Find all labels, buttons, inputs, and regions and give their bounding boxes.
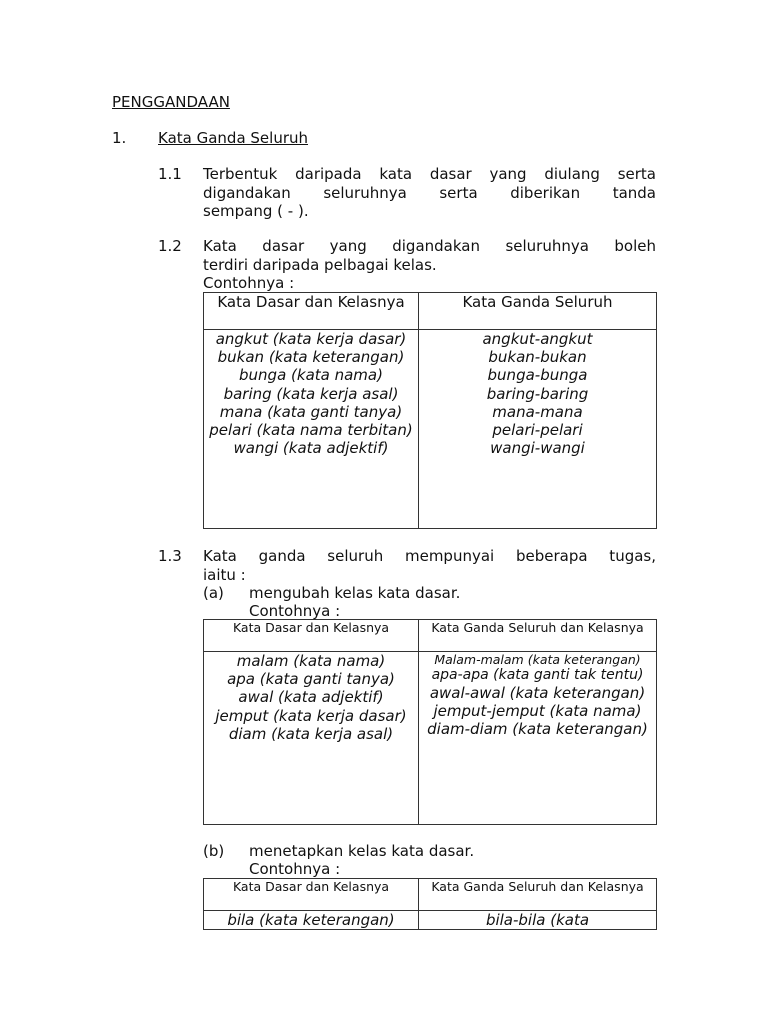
example-label: Contohnya : — [249, 860, 341, 878]
paragraph-line: iaitu : — [203, 565, 246, 584]
list-item: awal (kata adjektif) — [238, 688, 384, 707]
table-header-cell: Kata Ganda Seluruh dan Kelasnya — [419, 620, 657, 652]
section-number: 1. — [112, 129, 127, 147]
item-label-b: (b) — [203, 842, 225, 860]
table-header-row — [204, 879, 657, 911]
table-cell — [204, 652, 419, 825]
table-header-row — [204, 620, 657, 652]
list-item: pelari (kata nama terbitan) — [209, 421, 413, 440]
list-item: apa (kata ganti tanya) — [227, 670, 395, 689]
item-text-b: menetapkan kelas kata dasar. — [249, 842, 475, 860]
table-cell — [419, 911, 657, 930]
table-row — [204, 652, 657, 825]
paragraph-number-1-3: 1.3 — [158, 547, 182, 565]
list-item: diam-diam (kata keterangan) — [427, 719, 648, 738]
table-3 — [203, 878, 657, 930]
document-title: PENGGANDAAN — [112, 93, 230, 111]
paragraph-line: terdiri daripada pelbagai kelas. — [203, 255, 437, 274]
table-cell — [204, 911, 419, 930]
paragraph-1-2 — [203, 237, 656, 293]
paragraph-line: Terbentuk daripada kata dasar yang diulang serta — [203, 165, 656, 183]
item-label-a: (a) — [203, 584, 224, 602]
list-item: apa-apa (kata ganti tak tentu) — [431, 667, 644, 683]
paragraph-line: Kata dasar yang digandakan seluruhnya boleh — [203, 237, 656, 255]
list-item: baring-baring — [486, 384, 589, 403]
table-1 — [203, 292, 657, 529]
list-item: jemput-jemput (kata nama) — [433, 701, 642, 720]
table-2 — [203, 619, 657, 825]
list-item: pelari-pelari — [492, 421, 583, 440]
list-item: jemput (kata kerja dasar) — [215, 706, 407, 725]
paragraph-1-3 — [203, 547, 656, 584]
section-heading: Kata Ganda Seluruh — [158, 129, 309, 147]
table-row — [204, 911, 657, 930]
table-header-cell: Kata Ganda Seluruh — [419, 293, 657, 330]
table-header-cell: Kata Dasar dan Kelasnya — [204, 620, 419, 652]
list-item: mana (kata ganti tanya) — [219, 402, 403, 421]
table-cell — [419, 652, 657, 825]
list-item: bunga (kata nama) — [239, 366, 383, 385]
list-item: Malam-malam (kata keterangan) — [434, 652, 641, 667]
list-item: wangi (kata adjektif) — [233, 439, 389, 458]
paragraph-1-1 — [203, 165, 656, 221]
table-cell — [419, 330, 657, 529]
example-label: Contohnya : — [249, 602, 341, 620]
table-row — [204, 330, 657, 529]
paragraph-number-1-2: 1.2 — [158, 237, 182, 255]
paragraph-line: sempang ( - ). — [203, 202, 309, 220]
paragraph-line: Kata ganda seluruh mempunyai beberapa tugas, — [203, 547, 656, 565]
table-header-row — [204, 293, 657, 330]
list-item: bukan-bukan — [488, 348, 587, 367]
table-header-cell: Kata Dasar dan Kelasnya — [204, 879, 419, 911]
list-item: diam (kata kerja asal) — [228, 724, 394, 743]
table-cell — [204, 330, 419, 529]
list-item: bila-bila (kata — [485, 911, 590, 929]
list-item: angkut-angkut — [482, 330, 593, 348]
example-label: Contohnya : — [203, 274, 295, 292]
list-item: awal-awal (kata keterangan) — [429, 683, 646, 702]
list-item: bukan (kata keterangan) — [217, 348, 405, 367]
list-item: bunga-bunga — [487, 366, 588, 385]
item-text-a: mengubah kelas kata dasar. — [249, 584, 461, 602]
list-item: bila (kata keterangan) — [227, 911, 395, 929]
paragraph-number-1-1: 1.1 — [158, 165, 182, 183]
list-item: malam (kata nama) — [236, 652, 386, 670]
list-item: mana-mana — [492, 402, 583, 421]
list-item: baring (kata kerja asal) — [223, 384, 399, 403]
list-item: angkut (kata kerja dasar) — [215, 330, 407, 348]
table-header-cell: Kata Ganda Seluruh dan Kelasnya — [419, 879, 657, 911]
list-item: wangi-wangi — [490, 439, 585, 458]
table-header-cell: Kata Dasar dan Kelasnya — [204, 293, 419, 330]
paragraph-line: digandakan seluruhnya serta diberikan tanda — [203, 183, 656, 202]
